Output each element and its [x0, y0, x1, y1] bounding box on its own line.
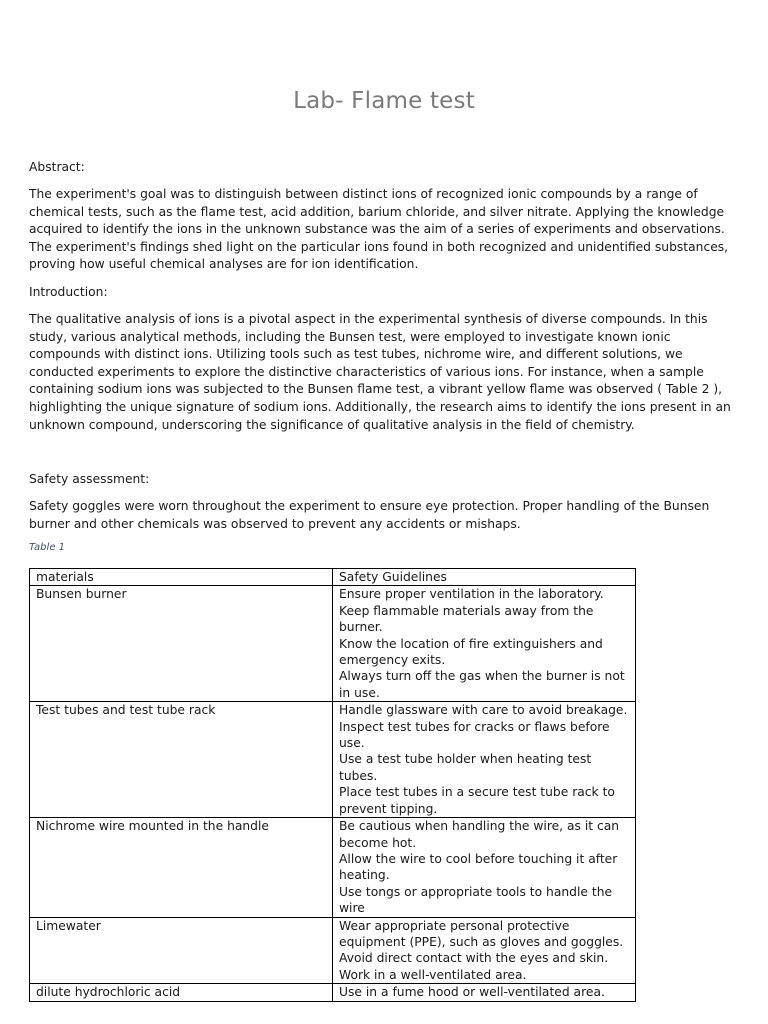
guidelines-cell	[333, 702, 636, 818]
guideline-line: Use in a fume hood or well-ventilated area.	[339, 985, 605, 1000]
material-cell: Bunsen burner	[30, 586, 333, 702]
guideline-line: Be cautious when handling the wire, as it can become hot.	[339, 819, 620, 850]
safety-body: Safety goggles were worn throughout the experiment to ensure eye protection. Proper handling of the Bunsen burner and other chemicals was observed to prevent any accidents or mishaps.	[29, 499, 710, 531]
safety-heading: Safety assessment:	[29, 472, 150, 486]
guideline-line: Ensure proper ventilation in the laboratory.	[339, 587, 604, 602]
material-cell: Nichrome wire mounted in the handle	[30, 818, 333, 917]
table-row	[30, 586, 636, 702]
guideline-line: Keep flammable materials away from the burner.	[339, 603, 594, 635]
guideline-line: Always turn off the gas when the burner is not in use.	[339, 669, 625, 700]
material-cell: Limewater	[30, 917, 333, 984]
guideline-line: Use a test tube holder when heating test tubes.	[339, 752, 592, 783]
abstract-heading: Abstract:	[29, 160, 85, 174]
guideline-line: Inspect test tubes for cracks or flaws before use.	[339, 719, 610, 751]
page-title: Lab- Flame test	[293, 88, 475, 114]
guideline-line: Handle glassware with care to avoid breakage.	[339, 703, 628, 718]
guideline-line: Avoid direct contact with the eyes and skin.	[339, 951, 609, 966]
guidelines-cell	[333, 917, 636, 984]
header-materials: materials	[30, 569, 333, 586]
header-safety-guidelines: Safety Guidelines	[333, 569, 636, 586]
material-cell: dilute hydrochloric acid	[30, 984, 333, 1001]
table-row	[30, 818, 636, 917]
table-header-row	[30, 569, 636, 586]
abstract-body: The experiment's goal was to distinguish between distinct ions of recognized ionic compounds by a range of chemical tests, such as the flame test, acid addition, barium chloride, and silver nitrate. Applying the knowledge acquired to identify the ions in the unknown substance was the aim of a series of experiments and observations. The experiment's findings shed light on the particular ions found in both recognized and unidentified substances, proving how useful chemical analyses are for ion identification.	[29, 187, 729, 272]
guideline-line: Allow the wire to cool before touching it after heating.	[339, 851, 618, 883]
material-cell: Test tubes and test tube rack	[30, 702, 333, 818]
guideline-line: Place test tubes in a secure test tube rack to prevent tipping.	[339, 785, 615, 816]
guideline-line: Wear appropriate personal protective equipment (PPE), such as gloves and goggles.	[339, 918, 624, 949]
table-row	[30, 702, 636, 818]
table-row	[30, 917, 636, 984]
introduction-heading: Introduction:	[29, 285, 108, 299]
guideline-line: Work in a well-ventilated area.	[339, 967, 527, 982]
table-row	[30, 984, 636, 1001]
guidelines-cell	[333, 818, 636, 917]
guidelines-cell	[333, 586, 636, 702]
guideline-line: Use tongs or appropriate tools to handle the wire	[339, 884, 613, 916]
guideline-line: Know the location of fire extinguishers and emergency exits.	[339, 636, 603, 668]
guidelines-cell	[333, 984, 636, 1001]
table-caption: Table 1	[29, 542, 66, 553]
introduction-body: The qualitative analysis of ions is a pivotal aspect in the experimental synthesis of diverse compounds. In this study, various analytical methods, including the Bunsen test, were employed to investigate known ionic compounds with distinct ions. Utilizing tools such as test tubes, nichrome wire, and different solutions, we conducted experiments to explore the distinctive characteristics of various ions. For instance, when a sample containing sodium ions was subjected to the Bunsen flame test, a vibrant yellow flame was observed ( Table 2 ), highlighting the unique signature of sodium ions. Additionally, the research aims to identify the ions present in an unknown compound, underscoring the significance of qualitative analysis in the field of chemistry.	[29, 312, 731, 432]
safety-table	[29, 568, 636, 1002]
